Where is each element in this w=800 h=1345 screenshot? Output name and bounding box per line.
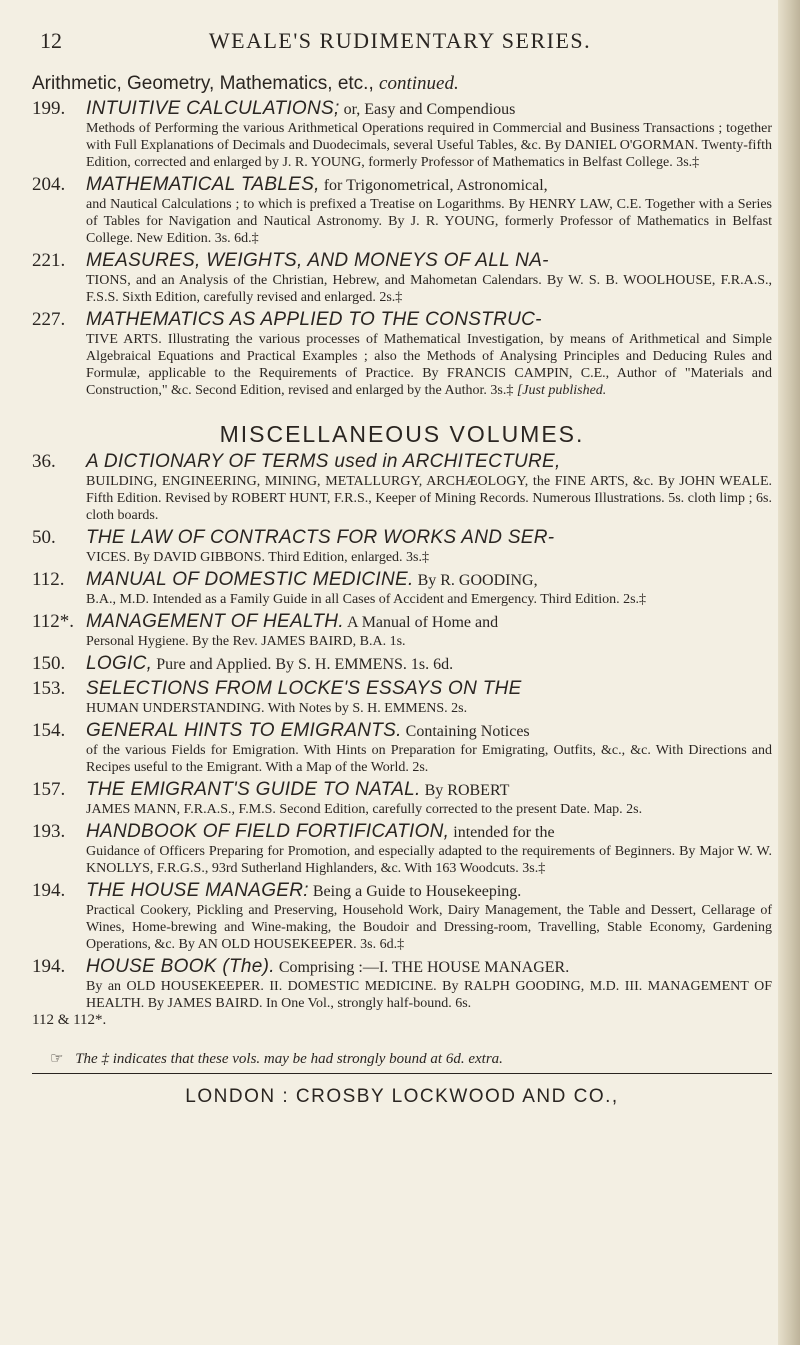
entry-description: [86, 591, 772, 608]
entry-title: INTUITIVE CALCULATIONS;: [86, 98, 340, 119]
entry-description: [86, 272, 772, 306]
entry-title: THE LAW OF CONTRACTS FOR WORKS AND SER-: [86, 527, 555, 548]
entry-extra-numbers: 112 & 112*.: [32, 1012, 107, 1028]
catalogue-entry: [32, 611, 772, 650]
entry-number: 227.: [32, 309, 66, 330]
entry-title-continuation: Comprising :—I. THE HOUSE MANAGER.: [274, 959, 570, 976]
entry-title-continuation: for Trigonometrical, Astronomical,: [319, 177, 548, 194]
catalogue-entry: [32, 527, 772, 566]
entry-description: [86, 633, 772, 650]
entry-title-continuation: Containing Notices: [401, 723, 530, 740]
entry-number: 50.: [32, 527, 56, 548]
entry-description-text: JAMES MANN, F.R.A.S., F.M.S. Second Edition, carefully corrected to the present Date. Map. 2s.: [86, 802, 643, 817]
footnote-text: The ‡ indicates that these vols. may be had strongly bound at 6d. extra.: [75, 1051, 503, 1067]
entry-description-text: Methods of Performing the various Arithmetical Operations required in Commercial and Business Transactions ; together with Full Explanations of Decimals and Duodecimals, several Useful Tables, &c. By DANIEL O'GORMAN. Twenty-fifth Edition, corrected and enlarged by J. R. YOUNG, formerly Professor of Mathematics in Belfast College. 3s.‡: [86, 121, 772, 170]
publisher-footer: LONDON : CROSBY LOCKWOOD AND CO.,: [185, 1086, 619, 1107]
entry-title: SELECTIONS FROM LOCKE'S ESSAYS ON THE: [86, 678, 522, 699]
just-published-note: [Just published.: [516, 383, 607, 398]
catalogue-entry: [32, 678, 772, 717]
catalogue-entry: [32, 821, 772, 877]
entry-description-text: of the various Fields for Emigration. With Hints on Preparation for Emigrating, Outfits, &c., &c. With Directions and Recipes useful to the Emigrant. With a Map of the World. 2s.: [86, 743, 772, 775]
entry-title: HANDBOOK OF FIELD FORTIFICATION,: [86, 821, 450, 842]
entry-description: [86, 549, 772, 566]
catalogue-entry: [32, 779, 772, 818]
entry-number: 150.: [32, 653, 66, 674]
misc-heading: MISCELLANEOUS VOLUMES.: [219, 421, 585, 447]
page-content: [32, 73, 772, 1108]
entry-title: THE HOUSE MANAGER:: [86, 880, 309, 901]
entry-number: 221.: [32, 250, 66, 271]
entry-number: 194.: [32, 956, 66, 977]
entry-number: 153.: [32, 678, 66, 699]
entry-title-continuation: Pure and Applied. By S. H. EMMENS. 1s. 6d.: [152, 656, 454, 673]
catalogue-entry: [32, 880, 772, 953]
entry-number: 36.: [32, 451, 56, 472]
entry-title-continuation: By R. GOODING,: [413, 572, 538, 589]
entry-number: 204.: [32, 174, 66, 195]
entry-description: [86, 978, 772, 1012]
page-edge: [778, 0, 800, 1345]
entry-description-text: and Nautical Calculations ; to which is prefixed a Treatise on Logarithms. By HENRY LAW, C.E. Together with a Series of Tables for Navigation and Nautical Astronomy. By J. R. YOUNG, formerly Professor of Mathematics in Belfast College. New Edition. 3s. 6d.‡: [86, 197, 772, 246]
catalogue-entry: [32, 956, 772, 1029]
entry-description-text: B.A., M.D. Intended as a Family Guide in all Cases of Accident and Emergency. Third Edition. 2s.‡: [86, 592, 647, 607]
entry-title: A DICTIONARY OF TERMS used in ARCHITECTURE,: [86, 451, 561, 472]
catalogue-entry: [32, 569, 772, 608]
footer-rule: [32, 1073, 772, 1074]
entry-description: [86, 843, 772, 877]
entry-number: 199.: [32, 98, 66, 119]
entry-description: [86, 120, 772, 171]
entry-number: 112.: [32, 569, 65, 590]
entry-title: HOUSE BOOK (The).: [86, 956, 275, 977]
entry-title: MANAGEMENT OF HEALTH.: [86, 611, 344, 632]
page-header: [0, 28, 800, 68]
entry-title-continuation: or, Easy and Compendious: [339, 101, 516, 118]
entry-description: [86, 473, 772, 524]
entry-title: MATHEMATICS AS APPLIED TO THE CONSTRUC-: [86, 309, 542, 330]
entry-number: 193.: [32, 821, 66, 842]
pointing-hand-icon: ☞: [50, 1051, 64, 1067]
entry-description-text: VICES. By DAVID GIBBONS. Third Edition, enlarged. 3s.‡: [86, 550, 429, 565]
misc-entry-list: [32, 451, 772, 1029]
page-number: 12: [40, 28, 62, 53]
entry-description-text: TIVE ARTS. Illustrating the various processes of Mathematical Investigation, by means of Arithmetical and Simple Algebraical Equations and Practical Examples ; also the Methods of Analysing Principles and Deducing Rules and Formulæ, applicable to the Requirements of Practice. By FRANCIS CAMPIN, C.E., Author of "Materials and Construction," &c. Second Edition, revised and enlarged by the Author. 3s.‡: [86, 332, 772, 398]
entry-number: 154.: [32, 720, 66, 741]
entry-title-continuation: intended for the: [449, 824, 555, 841]
catalogue-entry: [32, 174, 772, 247]
section-heading-text: Arithmetic, Geometry, Mathematics, etc.,: [32, 73, 374, 94]
entry-description-text: Personal Hygiene. By the Rev. JAMES BAIRD, B.A. 1s.: [86, 634, 406, 649]
catalogue-entry: [32, 451, 772, 524]
entry-description-text: HUMAN UNDERSTANDING. With Notes by S. H. EMMENS. 2s.: [86, 701, 468, 716]
entry-number: 194.: [32, 880, 66, 901]
entry-title: MATHEMATICAL TABLES,: [86, 174, 320, 195]
catalogue-entry: [32, 250, 772, 306]
entry-description-text: Guidance of Officers Preparing for Promotion, and especially adapted to the requirements of Beginners. By Major W. W. KNOLLYS, F.R.G.S., 93rd Sutherland Highlanders, &c. With 163 Woodcuts. 3s.‡: [86, 844, 772, 876]
entry-title: LOGIC,: [86, 653, 153, 674]
catalogue-entry: [32, 309, 772, 399]
entry-description: [86, 700, 772, 717]
entry-description-text: TIONS, and an Analysis of the Christian, Hebrew, and Mahometan Calendars. By W. S. B. WOOLHOUSE, F.R.A.S., F.S.S. Sixth Edition, carefully revised and enlarged. 2s.‡: [86, 273, 772, 305]
section-heading: [32, 73, 772, 95]
catalogue-entry: [32, 653, 772, 675]
entry-description: [86, 742, 772, 776]
footnote: [32, 1049, 772, 1068]
entry-description: [86, 196, 772, 247]
catalogue-entry: [32, 98, 772, 171]
entry-title-continuation: A Manual of Home and: [343, 614, 499, 631]
entry-description: [86, 902, 772, 953]
section-continued: continued.: [379, 73, 459, 94]
entry-description-text: BUILDING, ENGINEERING, MINING, METALLURGY, ARCHÆOLOGY, the FINE ARTS, &c. By JOHN WEALE. Fifth Edition. Revised by ROBERT HUNT, F.R.S., Keeper of Mining Records. Numerous Illustrations. 5s. cloth limp ; 6s. cloth boards.: [86, 474, 772, 523]
entry-description-text: By an OLD HOUSEKEEPER. II. DOMESTIC MEDICINE. By RALPH GOODING, M.D. III. MANAGEMENT OF HEALTH. By JAMES BAIRD. In One Vol., strongly half-bound. 6s.: [86, 979, 772, 1011]
entry-description: [86, 331, 772, 399]
entry-number: 112*.: [32, 611, 75, 632]
entry-description: [86, 801, 772, 818]
entry-title-continuation: Being a Guide to Housekeeping.: [308, 883, 522, 900]
math-entry-list: [32, 98, 772, 399]
entry-title: THE EMIGRANT'S GUIDE TO NATAL.: [86, 779, 421, 800]
running-title: WEALE'S RUDIMENTARY SERIES.: [208, 28, 592, 53]
entry-description-text: Practical Cookery, Pickling and Preserving, Household Work, Dairy Management, the Table and Dessert, Cellarage of Wines, Home-brewing and Wine-making, the Boudoir and Dressing-room, Travelling, Stable Economy, Gardening Operations, &c. By AN OLD HOUSEKEEPER. 3s. 6d.‡: [86, 903, 772, 952]
catalogue-entry: [32, 720, 772, 776]
entry-title: MEASURES, WEIGHTS, AND MONEYS OF ALL NA-: [86, 250, 549, 271]
entry-title-continuation: By ROBERT: [420, 782, 510, 799]
entry-title: MANUAL OF DOMESTIC MEDICINE.: [86, 569, 414, 590]
entry-title: GENERAL HINTS TO EMIGRANTS.: [86, 720, 402, 741]
entry-number: 157.: [32, 779, 66, 800]
